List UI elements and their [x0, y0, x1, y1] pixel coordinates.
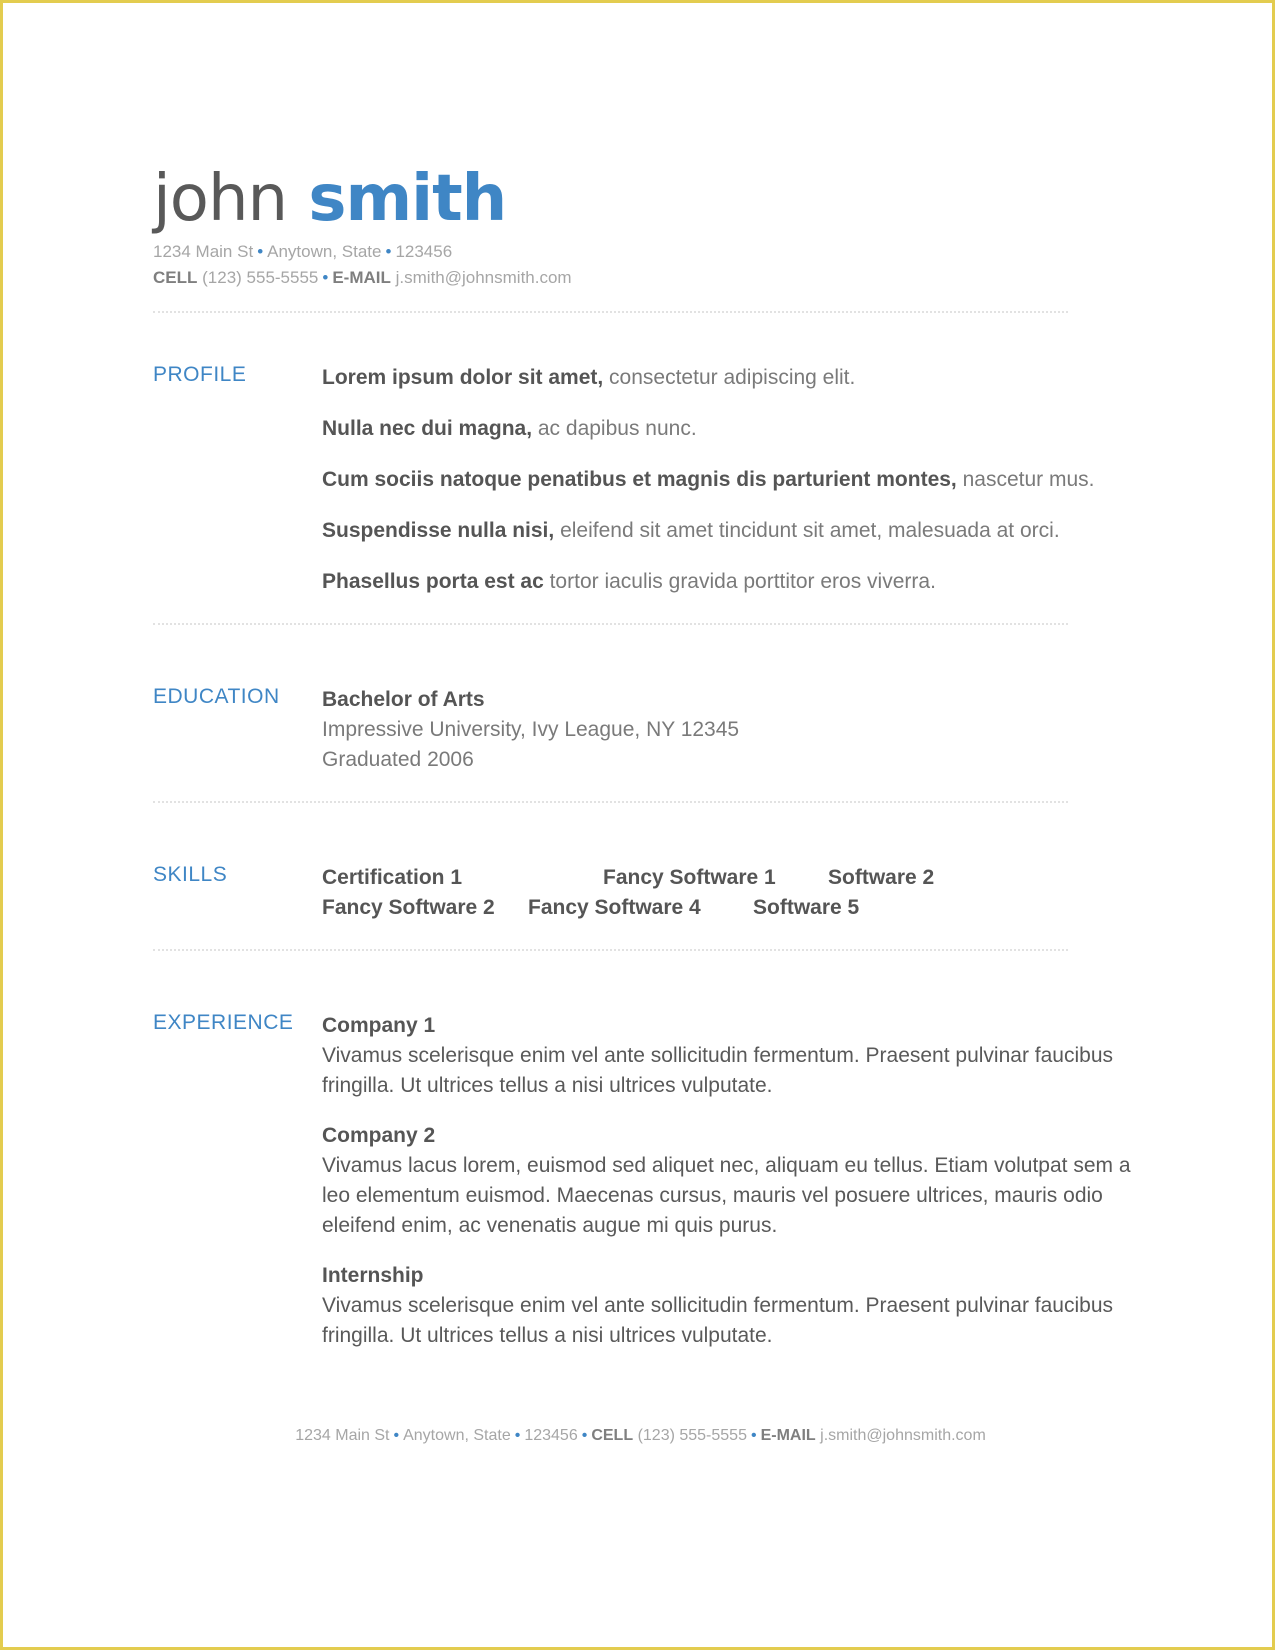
skill-item: Software 5: [753, 896, 860, 919]
resume-footer: 1234 Main St • Anytown, State • 123456 • CELL (123) 555-5555 • E-MAIL j.smith@johnsmith.com: [295, 1427, 986, 1444]
skills-row: [322, 863, 1133, 893]
profile-item: Phasellus porta est ac tortor iaculis gravida porttitor eros viverra.: [322, 570, 936, 593]
experience-item: [322, 1261, 1133, 1351]
experience-body: [322, 1011, 1133, 1351]
first-name: john: [153, 162, 288, 236]
profile-section: [153, 363, 1133, 597]
skill-item: Fancy Software 1: [603, 866, 776, 889]
section-label-education: EDUCATION: [153, 685, 280, 708]
degree: Bachelor of Arts: [322, 688, 485, 711]
bullet-separator: •: [322, 268, 329, 287]
experience-section: [153, 1011, 1133, 1351]
company-name: Internship: [322, 1264, 424, 1287]
experience-item: [322, 1121, 1133, 1241]
skill-item: Fancy Software 2: [322, 896, 495, 919]
school: Impressive University, Ivy League, NY 12345: [322, 718, 740, 741]
graduation-year: Graduated 2006: [322, 748, 474, 771]
experience-description: Vivamus scelerisque enim vel ante sollicitudin fermentum. Praesent pulvinar faucibus fringilla. Ut ultrices tellus a nisi ultrices vulputate.: [322, 1044, 1113, 1097]
company-name: Company 2: [322, 1124, 436, 1147]
bullet-separator: •: [257, 242, 264, 261]
section-label-skills: SKILLS: [153, 863, 228, 886]
resume-content: [153, 163, 1133, 1371]
skill-item: Software 2: [828, 866, 935, 889]
experience-description: Vivamus scelerisque enim vel ante sollicitudin fermentum. Praesent pulvinar faucibus fringilla. Ut ultrices tellus a nisi ultrices vulputate.: [322, 1294, 1113, 1347]
skills-row: [322, 893, 1133, 923]
cell-label: CELL: [153, 268, 198, 287]
section-divider: [153, 623, 1068, 625]
contact-line: [153, 265, 1133, 291]
address: 1234 Main St: [153, 242, 254, 261]
profile-item: Nulla nec dui magna, ac dapibus nunc.: [322, 417, 697, 440]
cell-number: (123) 555-5555: [202, 268, 319, 287]
full-name: [153, 163, 1133, 239]
section-label-experience: EXPERIENCE: [153, 1011, 294, 1034]
zip: 123456: [395, 242, 453, 261]
skill-item: Fancy Software 4: [528, 896, 701, 919]
email-address: j.smith@johnsmith.com: [395, 268, 572, 287]
education-body: [322, 685, 1133, 775]
company-name: Company 1: [322, 1014, 436, 1037]
address-line: [153, 239, 1133, 265]
bullet-separator: •: [385, 242, 392, 261]
email-label: E-MAIL: [332, 268, 391, 287]
section-divider: [153, 801, 1068, 803]
profile-body: [322, 363, 1133, 597]
education-section: [153, 685, 1133, 775]
last-name: smith: [308, 162, 507, 236]
profile-item: Lorem ipsum dolor sit amet, consectetur adipiscing elit.: [322, 366, 856, 389]
profile-item: Cum sociis natoque penatibus et magnis dis parturient montes, nascetur mus.: [322, 468, 1095, 491]
section-divider: [153, 949, 1068, 951]
skills-body: [322, 863, 1133, 923]
city: Anytown, State: [267, 242, 382, 261]
section-divider: [153, 311, 1068, 313]
skill-item: Certification 1: [322, 866, 463, 889]
experience-description: Vivamus lacus lorem, euismod sed aliquet nec, aliquam eu tellus. Etiam volutpat sem a leo elementum euismod. Maecenas cursus, mauris vel posuere ultrices, mauris odio eleifend enim, ac venenatis augue mi quis purus.: [322, 1154, 1131, 1237]
resume-header: [153, 163, 1133, 291]
profile-item: Suspendisse nulla nisi, eleifend sit amet tincidunt sit amet, malesuada at orci.: [322, 519, 1060, 542]
experience-item: [322, 1011, 1133, 1101]
section-label-profile: PROFILE: [153, 363, 247, 386]
skills-section: [153, 863, 1133, 923]
